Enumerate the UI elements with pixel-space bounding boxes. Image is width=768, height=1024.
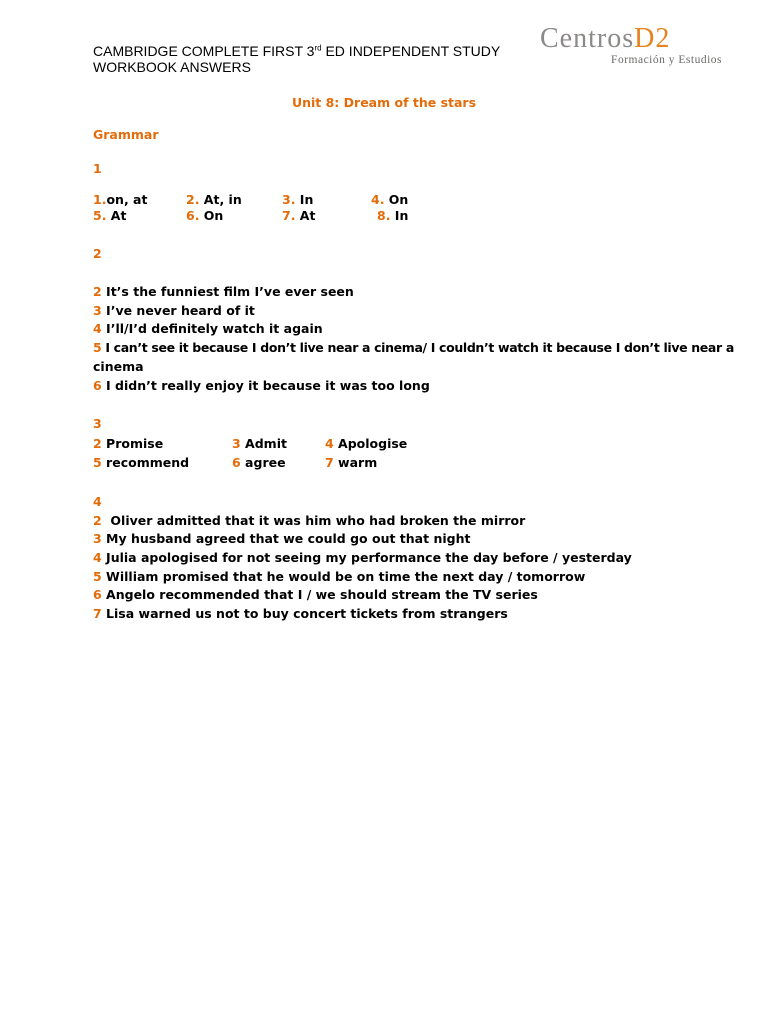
answer-number: 7 bbox=[325, 455, 334, 470]
answer-3-3 bbox=[232, 436, 287, 451]
section-4-number: 4 bbox=[93, 494, 102, 509]
answer-number: 5 bbox=[93, 569, 102, 584]
answer-text: Julia apologised for not seeing my performance the day before / yesterday bbox=[101, 550, 632, 565]
answer-1-4 bbox=[371, 192, 408, 207]
answer-text: It’s the funniest film I’ve ever seen bbox=[101, 284, 354, 299]
answer-1-7 bbox=[282, 208, 315, 223]
list-item bbox=[93, 303, 255, 318]
answer-text: warm bbox=[333, 455, 378, 470]
answer-text: Lisa warned us not to buy concert tickets from strangers bbox=[101, 606, 508, 621]
answer-1-8 bbox=[377, 208, 408, 223]
document-header bbox=[93, 43, 500, 75]
answer-number: 6 bbox=[232, 455, 241, 470]
answer-1-3 bbox=[282, 192, 313, 207]
answer-1-6 bbox=[186, 208, 223, 223]
answer-number: 7 bbox=[93, 606, 102, 621]
list-item bbox=[93, 378, 430, 393]
header-title-part1: CAMBRIDGE COMPLETE FIRST 3 bbox=[93, 43, 315, 59]
answer-text: Oliver admitted that it was him who had broken the mirror bbox=[101, 513, 526, 528]
logo-wordmark bbox=[540, 24, 730, 54]
answer-number: 2 bbox=[93, 436, 102, 451]
answer-number: 3 bbox=[93, 303, 102, 318]
answer-3-5 bbox=[93, 455, 189, 470]
answer-number: 4 bbox=[93, 321, 102, 336]
centros-d2-logo bbox=[540, 24, 730, 66]
answer-text: I’ll/I’d definitely watch it again bbox=[101, 321, 323, 336]
answer-1-2 bbox=[186, 192, 242, 207]
answer-text: Promise bbox=[101, 436, 164, 451]
answer-3-2 bbox=[93, 436, 163, 451]
answer-3-7 bbox=[325, 455, 377, 470]
list-item bbox=[93, 321, 323, 336]
list-item bbox=[93, 340, 734, 355]
list-item bbox=[93, 587, 538, 602]
answer-text: on, at bbox=[106, 192, 148, 207]
answer-text: I can’t see it because I don’t live near a cinema/ I couldn’t watch it because I don’t live near a bbox=[101, 340, 734, 355]
answer-text: At bbox=[106, 208, 127, 223]
answer-number: 3 bbox=[93, 531, 102, 546]
list-item bbox=[93, 531, 470, 546]
list-item bbox=[93, 569, 585, 584]
answer-text: On bbox=[199, 208, 224, 223]
answer-number: 4 bbox=[93, 550, 102, 565]
answer-text: I’ve never heard of it bbox=[101, 303, 255, 318]
answer-text: In bbox=[295, 192, 314, 207]
answer-3-4 bbox=[325, 436, 407, 451]
answer-number: 5 bbox=[93, 340, 102, 355]
grammar-heading: Grammar bbox=[93, 127, 159, 142]
answer-text: William promised that he would be on time the next day / tomorrow bbox=[101, 569, 586, 584]
answer-text: Angelo recommended that I / we should stream the TV series bbox=[101, 587, 538, 602]
logo-accent-text: D2 bbox=[634, 23, 671, 54]
header-title-part2: ED INDEPENDENT STUDY bbox=[321, 43, 501, 59]
answer-text: My husband agreed that we could go out that night bbox=[101, 531, 471, 546]
answer-number: 7. bbox=[282, 208, 296, 223]
answer-number: 6. bbox=[186, 208, 200, 223]
answer-number: 2. bbox=[186, 192, 200, 207]
section-3-number: 3 bbox=[93, 416, 102, 431]
answer-3-6 bbox=[232, 455, 286, 470]
unit-title: Unit 8: Dream of the stars bbox=[291, 95, 477, 110]
answer-number: 4. bbox=[371, 192, 385, 207]
section-2-number: 2 bbox=[93, 246, 102, 261]
answer-number: 6 bbox=[93, 587, 102, 602]
answer-number: 4 bbox=[325, 436, 334, 451]
answer-number: 3. bbox=[282, 192, 296, 207]
answer-text: I didn’t really enjoy it because it was too long bbox=[101, 378, 430, 393]
answer-text: Admit bbox=[240, 436, 287, 451]
answer-text: agree bbox=[240, 455, 286, 470]
list-item bbox=[93, 550, 632, 565]
header-line-1 bbox=[93, 43, 500, 59]
answer-text: At bbox=[295, 208, 316, 223]
answer-number: 1. bbox=[93, 192, 107, 207]
header-title-superscript: rd bbox=[314, 43, 322, 53]
list-item bbox=[93, 513, 525, 528]
answer-number: 5 bbox=[93, 455, 102, 470]
section-1-number: 1 bbox=[93, 161, 102, 176]
answer-text: At, in bbox=[199, 192, 242, 207]
answer-number: 2 bbox=[93, 513, 102, 528]
answer-number: 8. bbox=[377, 208, 391, 223]
answer-text: On bbox=[384, 192, 409, 207]
list-item-continuation: cinema bbox=[93, 359, 144, 374]
answer-number: 5. bbox=[93, 208, 107, 223]
answer-1-5 bbox=[93, 208, 126, 223]
answer-1-1 bbox=[93, 192, 147, 207]
answer-text: recommend bbox=[101, 455, 190, 470]
list-item bbox=[93, 284, 354, 299]
logo-main-text: Centros bbox=[540, 23, 635, 54]
answer-text: In bbox=[390, 208, 409, 223]
list-item bbox=[93, 606, 508, 621]
header-line-2: WORKBOOK ANSWERS bbox=[93, 59, 251, 75]
answer-text: Apologise bbox=[333, 436, 408, 451]
answer-number: 6 bbox=[93, 378, 102, 393]
answer-number: 3 bbox=[232, 436, 241, 451]
logo-subtitle: Formación y Estudios bbox=[611, 54, 722, 66]
answer-number: 2 bbox=[93, 284, 102, 299]
